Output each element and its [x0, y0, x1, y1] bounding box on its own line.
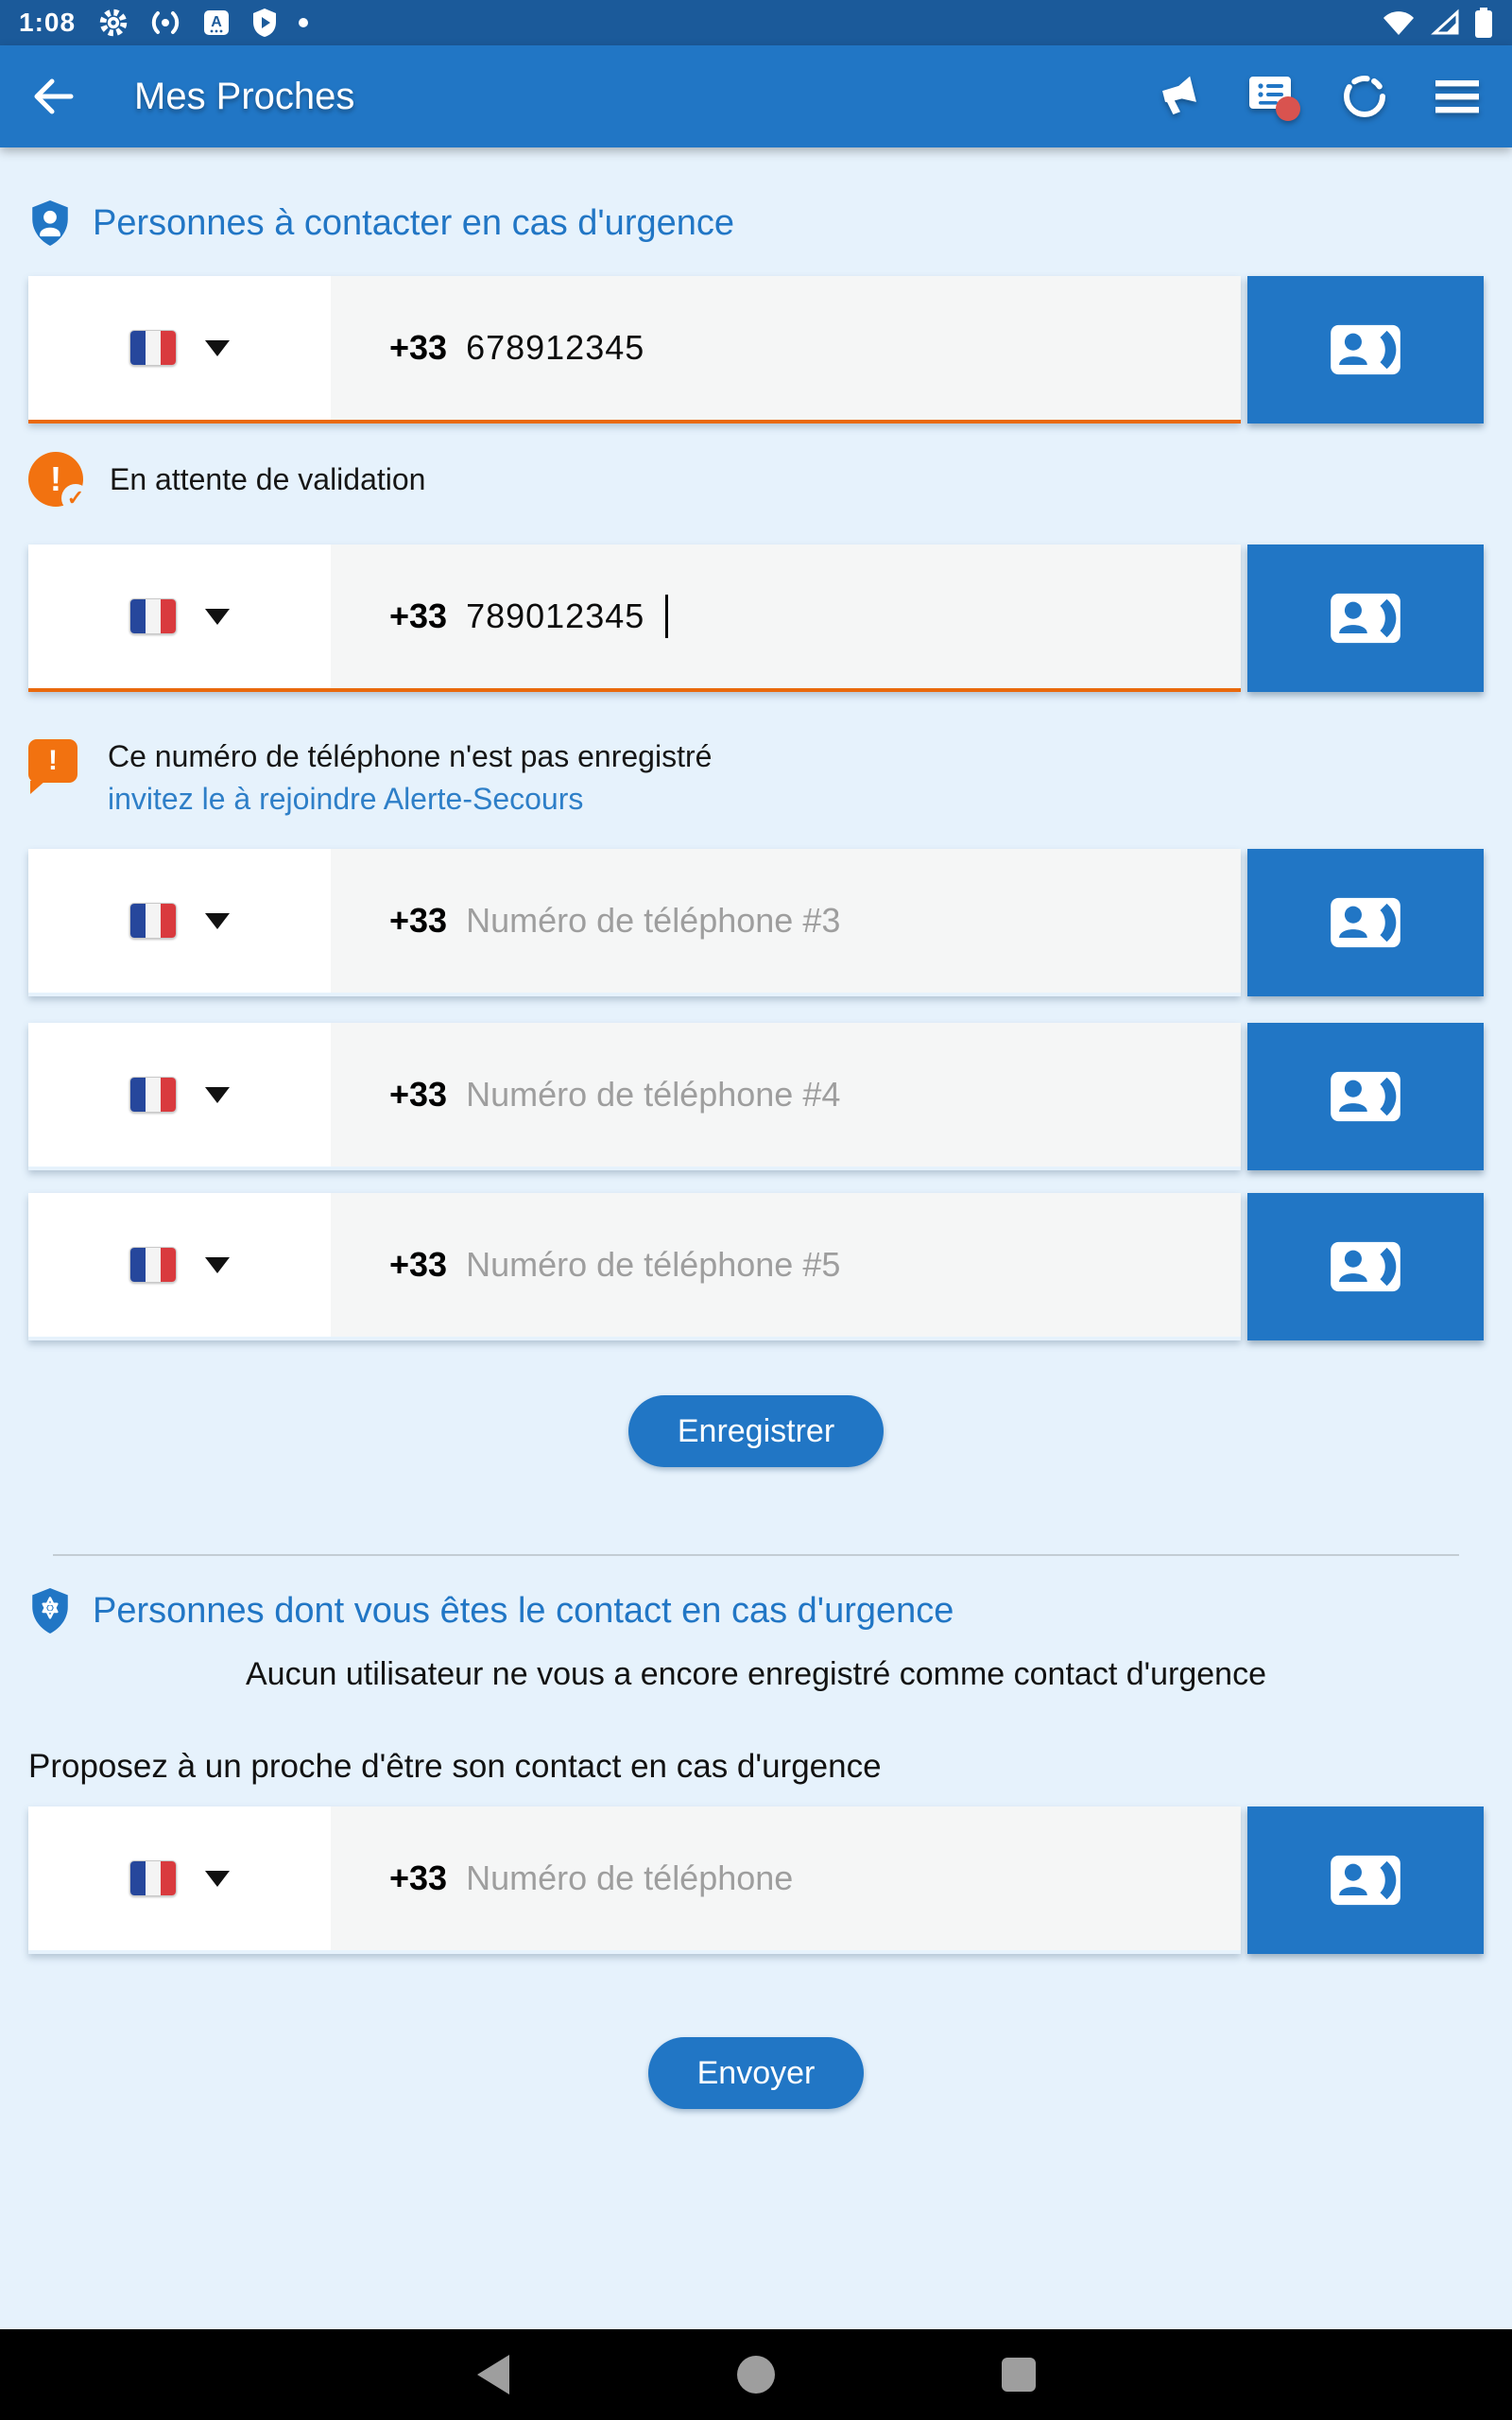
dropdown-caret-icon: [205, 913, 230, 929]
phone-input[interactable]: [331, 276, 1241, 420]
phone-input[interactable]: [331, 1023, 1241, 1167]
menu-icon: [1434, 78, 1481, 114]
phone-field: [28, 544, 1241, 692]
pending-label: En attente de validation: [110, 461, 426, 496]
france-flag-icon: [129, 330, 177, 366]
phone-field: [28, 1023, 1241, 1170]
pending-alert-icon: ! ✓: [28, 452, 83, 507]
phone-row: [28, 1023, 1484, 1170]
megaphone-icon: [1157, 74, 1202, 119]
contact-phone-icon: [1330, 322, 1401, 377]
pending-validation-status: [28, 448, 1484, 510]
pending-check-icon: ✓: [61, 484, 90, 512]
sync-button[interactable]: [1334, 66, 1395, 127]
phone-field: [28, 1806, 1241, 1954]
dropdown-caret-icon: [205, 1871, 230, 1887]
wifi-icon: [1382, 9, 1416, 37]
send-button[interactable]: Envoyer: [648, 2037, 865, 2109]
phone-row: [28, 544, 1484, 692]
section-contacts-header: [28, 195, 1484, 251]
empty-message: Aucun utilisateur ne vous a encore enregistré comme contact d'urgence: [246, 1656, 1266, 1692]
invite-link[interactable]: invitez le à rejoindre Alerte-Secours: [108, 782, 584, 816]
shield-person-icon: [28, 199, 72, 247]
add-contact-button[interactable]: [1247, 849, 1484, 996]
phone-field: [28, 1193, 1241, 1340]
menu-button[interactable]: [1427, 66, 1487, 127]
phone-text: 789012345: [466, 596, 645, 635]
dial-code: +33: [389, 1075, 448, 1114]
country-selector[interactable]: [28, 276, 331, 420]
dropdown-caret-icon: [205, 340, 230, 356]
save-button[interactable]: Enregistrer: [628, 1395, 884, 1467]
country-selector[interactable]: [28, 1023, 331, 1167]
section-contacts-title: Personnes à contacter en cas d'urgence: [93, 202, 735, 243]
clock-time: 1:08: [19, 8, 77, 37]
dial-code: +33: [389, 1245, 448, 1284]
phone-row: [28, 849, 1484, 996]
back-arrow-icon: [31, 78, 75, 115]
a-app-icon: [202, 9, 231, 37]
nav-recents-button[interactable]: [990, 2346, 1047, 2403]
france-flag-icon: [129, 1860, 177, 1896]
back-triangle-icon: [477, 2355, 509, 2394]
status-left-icons: [98, 8, 308, 38]
status-right-icons: [1382, 7, 1493, 39]
france-flag-icon: [129, 598, 177, 634]
add-contact-button[interactable]: [1247, 544, 1484, 692]
phone-input[interactable]: [331, 1193, 1241, 1337]
nav-home-button[interactable]: [728, 2346, 784, 2403]
sync-icon: [1341, 73, 1388, 120]
phone-row: [28, 276, 1484, 424]
recents-square-icon: [1002, 2358, 1036, 2392]
country-selector[interactable]: [28, 1193, 331, 1337]
phone-text: Numéro de téléphone #4: [466, 1075, 841, 1114]
section-reverse-header: [28, 1582, 1484, 1639]
phone-text: 678912345: [466, 328, 645, 367]
dropdown-caret-icon: [205, 609, 230, 625]
dial-code: +33: [389, 596, 448, 635]
contact-phone-icon: [1330, 895, 1401, 950]
phone-text: Numéro de téléphone #3: [466, 901, 841, 940]
phone-row: [28, 1193, 1484, 1340]
back-button[interactable]: [25, 68, 81, 125]
contact-phone-icon: [1330, 1239, 1401, 1294]
messages-button[interactable]: [1242, 66, 1302, 127]
battery-icon: [1474, 7, 1493, 39]
france-flag-icon: [129, 903, 177, 939]
add-contact-button[interactable]: [1247, 1193, 1484, 1340]
country-selector[interactable]: [28, 1806, 331, 1950]
contact-phone-icon: [1330, 1069, 1401, 1124]
not-registered-warning: [28, 739, 1484, 817]
warning-bubble-icon: !: [28, 739, 77, 783]
dial-code: +33: [389, 901, 448, 940]
nav-back-button[interactable]: [465, 2346, 522, 2403]
phone-row: [28, 1806, 1484, 1954]
app-bar: [0, 45, 1512, 147]
contact-phone-icon: [1330, 1853, 1401, 1908]
svg-text:A: A: [211, 14, 222, 30]
add-contact-button[interactable]: [1247, 276, 1484, 424]
dial-code: +33: [389, 328, 448, 367]
france-flag-icon: [129, 1247, 177, 1283]
country-selector[interactable]: [28, 544, 331, 688]
broadcast-icon: [149, 9, 181, 37]
unread-badge: [1276, 96, 1300, 121]
add-contact-button[interactable]: [1247, 1806, 1484, 1954]
section-reverse-title: Personnes dont vous êtes le contact en cas d'urgence: [93, 1590, 954, 1631]
section-divider: [53, 1554, 1459, 1556]
france-flag-icon: [129, 1077, 177, 1113]
warning-text: Ce numéro de téléphone n'est pas enregistré: [108, 739, 713, 773]
shield-play-icon: [251, 8, 278, 38]
dropdown-caret-icon: [205, 1087, 230, 1103]
gear-icon: [98, 8, 129, 38]
country-selector[interactable]: [28, 849, 331, 993]
dropdown-caret-icon: [205, 1257, 230, 1273]
announcements-button[interactable]: [1149, 66, 1210, 127]
android-nav-bar: [0, 2329, 1512, 2420]
status-bar: [0, 0, 1512, 45]
home-circle-icon: [737, 2356, 775, 2394]
text-cursor: [665, 595, 668, 638]
phone-input[interactable]: [331, 544, 1241, 688]
cellular-icon: [1429, 9, 1461, 37]
dial-code: +33: [389, 1858, 448, 1897]
dot-icon: [299, 18, 308, 27]
phone-text: Numéro de téléphone: [466, 1858, 794, 1897]
main-content: [0, 147, 1512, 2329]
contact-phone-icon: [1330, 591, 1401, 646]
phone-field: [28, 849, 1241, 996]
propose-heading: Proposez à un proche d'être son contact en cas d'urgence: [28, 1748, 882, 1785]
phone-text: Numéro de téléphone #5: [466, 1245, 841, 1284]
phone-input[interactable]: [331, 1806, 1241, 1950]
add-contact-button[interactable]: [1247, 1023, 1484, 1170]
phone-field: [28, 276, 1241, 424]
phone-input[interactable]: [331, 849, 1241, 993]
page-title: Mes Proches: [134, 75, 355, 117]
shield-star-icon: [28, 1587, 72, 1634]
